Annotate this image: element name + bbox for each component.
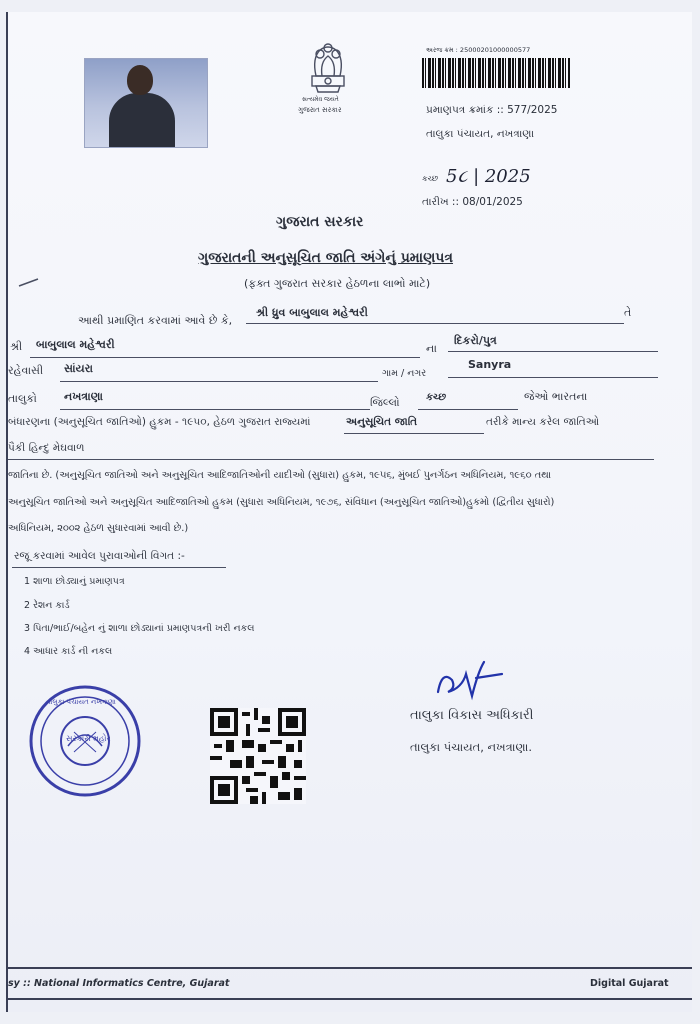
legal-paragraph-line-2: અનુસૂચિત જાતિઓ અને અનુસૂચિત આદિજાતિઓ હુકમ (સુધારા અધિનિયમ, ૧૯૭૬, સંવિધાન (અનુસૂચિત જાતિઓ)હુકમો (દ્વિતીય સુધારો) [8, 497, 555, 508]
issue-date: તારીખ :: 08/01/2025 [422, 196, 523, 208]
applicant-photo [84, 58, 208, 148]
handwritten-number-label: કચ્છ [422, 174, 439, 183]
village-value: Sanyra [468, 358, 512, 371]
father-prefix: શ્રી [10, 340, 23, 353]
barcode [422, 58, 570, 88]
resident-value: સાંયરા [64, 362, 93, 375]
taluka-label: તાલુકો [8, 392, 37, 405]
officer-designation: તાલુકા વિકાસ અધિકારી [410, 708, 534, 723]
taluka-value: નખત્રાણા [64, 390, 103, 403]
officer-office: તાલુકા પંચાયત, નખત્રાણા. [410, 740, 532, 754]
recognized-text: તરીકે માન્ય કરેલ જાતિઓ [486, 416, 600, 428]
district-value: કચ્છ [426, 392, 447, 403]
government-title: ગુજરાત સરકાર [276, 214, 364, 230]
category-value: અનુસૂચિત જાતિ [346, 416, 418, 428]
resident-label: રહેવાસી [8, 364, 44, 377]
intro-text: આથી પ્રમાણિત કરવામાં આવે છે કે, [78, 314, 233, 327]
village-label: ગામ / નગર [382, 368, 427, 379]
legal-paragraph-line-1: જાતિના છે. (અનુસૂચિત જાતિઓ અને અનુસૂચિત આદિજાતિઓની યાદીઓ (સુધારા) હુકમ, ૧૯૫૬, મુંબઈ પુનર્ગઠન અધિનિયમ, ૧૯૬૦ તથા [8, 470, 552, 481]
emblem-motto: સત્યમેવ જયતે [302, 96, 339, 103]
document-item-2: 2 રેશન કાર્ડ [24, 600, 70, 611]
te-text: તે [624, 306, 632, 319]
certificate-sheet [6, 12, 692, 1012]
handwritten-inward-number: 5૮ | 2025 [446, 166, 531, 187]
father-name: બાબુલાલ મહેશ્વરી [36, 338, 115, 351]
certificate-subtitle: (ફક્ત ગુજરાત સરકાર હેઠળના લાભો માટે) [244, 277, 431, 290]
pen-mark [18, 272, 40, 282]
issuing-office: તાલુકા પંચાયત, નખત્રાણા [426, 128, 535, 140]
india-label: જેઓ ભારતના [524, 390, 588, 403]
verification-qr-code [210, 708, 306, 804]
certificate-number: પ્રમાણપત્ર ક્રમાંક :: 577/2025 [426, 104, 558, 116]
certificate-title: ગુજરાતની અનુસૂચિત જાતિ અંગેનું પ્રમાણપત્ર [198, 250, 454, 266]
official-seal-stamp [28, 684, 142, 798]
document-item-3: 3 પિતા/ભાઈ/બહેન નું શાળા છોડ્યાનાં પ્રમાણપત્રની ખરી નકલ [24, 623, 255, 634]
officer-signature [432, 652, 512, 702]
district-label: જિલ્લો [370, 396, 400, 409]
document-item-4: 4 આધાર કાર્ડ ની નકલ [24, 646, 113, 657]
relation-value: દિકરો/પુત્ર [454, 334, 497, 347]
order-text: બંધારણના (અનુસૂચિત જાતિઓ) હુકમ - ૧૯૫૦, હેઠળ ગુજરાત રાજ્યમાં [8, 416, 311, 428]
relation-label: ના [426, 342, 437, 355]
legal-paragraph-line-3: અધિનિયમ, ૨૦૦૨ હેઠળ સુધારવામાં આવી છે.) [8, 523, 189, 534]
documents-heading: રજૂ કરવામાં આવેલ પુરાવાઓની વિગત :- [14, 550, 185, 562]
application-number: અરજ ક્રમ : 25000201000000577 [426, 46, 531, 54]
caste-value: પૈકી હિન્દુ મેઘવાળ [8, 442, 85, 454]
seal-center-text: સરકારી મહોર [66, 734, 111, 743]
state-emblem-icon [296, 36, 360, 120]
applicant-name: શ્રી ધ્રુવ બાબુલાલ મહેશ્વરી [256, 306, 368, 319]
footer-right: Digital Gujarat [590, 978, 669, 989]
document-item-1: 1 શાળા છોડ્યાનું પ્રમાણપત્ર [24, 576, 125, 587]
seal-ring-text: તાલુકા પંચાયત નખત્રાણા [46, 698, 116, 706]
emblem-caption: ગુજરાત સરકાર [298, 106, 342, 114]
footer-left: sy :: National Informatics Centre, Gujarat [8, 978, 230, 989]
